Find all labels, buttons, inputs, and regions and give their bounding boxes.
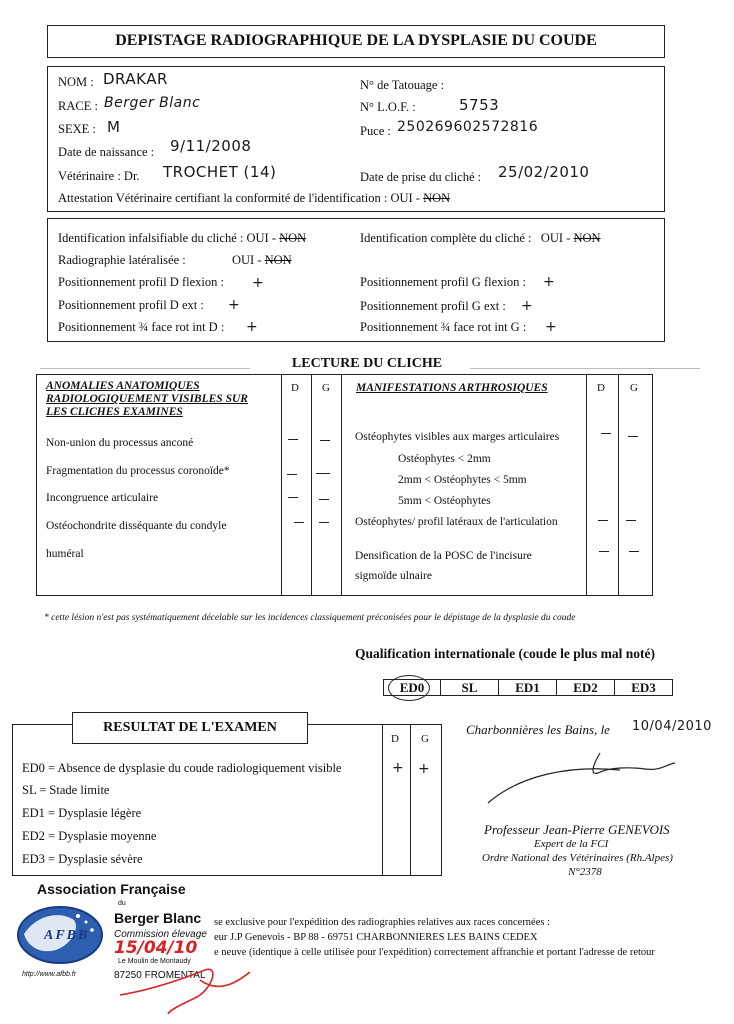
race-label: RACE : [58,99,98,113]
stamp-berger: Berger [114,910,160,926]
tatouage-label: N° de Tatouage : [360,78,445,92]
lecture-rule [40,368,250,369]
naissance-label: Date de naissance : [58,145,155,159]
anomaly-d-dash [287,474,297,475]
veterinaire-value: TROCHET (14) [163,163,277,181]
resultat-row: ED2 = Dysplasie moyenne [22,829,157,843]
grade-cell: ED2 [556,680,614,695]
lof-label: N° L.O.F. : [360,100,416,114]
pos-d-face-mark: + [246,319,259,335]
ident-infals [58,231,306,246]
grade-circle [388,675,430,701]
ident-infals-oui: OUI [246,231,269,245]
anomaly-d-dash [288,439,298,440]
sexe-label: SEXE : [58,122,96,136]
manif-header: MANIFESTATIONS ARTHROSIQUES [356,382,548,394]
pos-g-ext-mark: + [521,298,534,314]
lecture-rule [470,368,700,369]
manif-item: 5mm < Ostéophytes [398,495,491,507]
radio-lat [58,253,292,268]
radio-lat-sep: - [257,253,262,267]
stamp-assoc [37,881,186,897]
manif-d-dash [601,433,611,434]
signature-date: 10/04/2010 [632,719,712,734]
col-divider [311,374,312,596]
cliche-label: Date de prise du cliché : [360,170,482,184]
resultat-title: RESULTAT DE L'EXAMEN [103,720,277,735]
attestation-sep: - [415,191,420,205]
bottom-line: se exclusive pour l'expédition des radiographies relatives aux races concernées : [214,917,551,928]
red-signature [110,950,260,1020]
pos-g-flex-label: Positionnement profil G flexion : [360,275,526,289]
stamp-commission: Commission élevage [114,929,207,940]
manif-item: sigmoïde ulnaire [355,570,432,582]
resultat-mark-d: + [392,760,405,776]
attestation-label: Attestation Vétérinaire certifiant la conformité de l'identification : [58,191,388,205]
col-divider [618,374,619,596]
radio-lat-non: NON [264,253,292,267]
anomalies-header: ANOMALIES ANATOMIQUES RADIOLOGIQUEMENT VISIBLES SUR LES CLICHES EXAMINES [46,380,248,418]
lof-value: 5753 [459,96,500,114]
stamp-blanc: Blanc [163,910,202,926]
anomaly-d-dash [294,522,304,523]
afbb-logo [14,898,106,968]
bottom-line: e neuve (identique à celle utilisée pour l'expédition) correctement affranchie et portant l'adresse de retour [214,947,655,958]
resultat-row: SL = Stade limite [22,783,110,797]
manif-d-dash [599,551,609,552]
grade-cell: ED3 [614,680,672,695]
sexe-value: M [107,118,121,136]
cliche-value: 25/02/2010 [498,163,590,181]
anomaly-item: Incongruence articulaire [46,492,159,504]
race-value: Berger Blanc [104,95,201,111]
pos-g-face-label: Positionnement ¾ face rot int G : [360,320,527,334]
nom-value: DRAKAR [103,70,168,88]
ident-infals-sep: - [271,231,276,245]
ident-complete-non: NON [573,231,601,245]
manif-g-dash [626,520,636,521]
afbb-logo-text: AFBB [44,928,90,943]
anomaly-item: Ostéochondrite disséquante du condyle [46,520,227,532]
anomaly-item: Fragmentation du processus coronoïde* [46,465,230,477]
stamp-assoc2: Française [120,881,186,897]
stamp-date: 15/04/10 [114,938,198,958]
ident-complete-sep: - [566,231,571,245]
anomaly-d-dash [288,497,298,498]
radio-lat-oui: OUI [231,253,255,267]
professor-name: Professeur Jean-Pierre GENEVOIS [484,822,670,837]
anomaly-g-dash [320,440,330,441]
veterinaire-label: Vétérinaire : Dr. [58,169,140,183]
qualification-title: Qualification internationale (coude le plus mal noté) [355,646,655,661]
anomaly-item: huméral [46,548,84,560]
grade-cell: ED1 [498,680,556,695]
anomaly-g-dash [319,522,329,523]
resultat-mark-g: + [418,761,431,777]
col-divider [586,374,587,596]
radio-lat-label: Radiographie latéralisée : [58,253,186,267]
manif-item: Densification de la POSC de l'incisure [355,550,532,562]
pos-d-flex-label: Positionnement profil D flexion : [58,275,224,289]
ident-infals-label: Identification infalsifiable du cliché : [58,231,244,245]
anomalies-d-header: D [291,382,299,394]
professor-line3: N°2378 [568,866,602,878]
manif-d-header: D [597,382,605,394]
manif-item: Ostéophytes < 2mm [398,453,491,465]
anomalies-g-header: G [322,382,330,394]
pos-d-ext-label: Positionnement profil D ext : [58,298,204,312]
lecture-title: LECTURE DU CLICHE [291,356,443,371]
bottom-line: eur J.P Genevois - BP 88 - 69751 CHARBONNIERES LES BAINS CEDEX [214,932,538,943]
manif-d-dash [598,520,608,521]
ident-complete-label: Identification complète du cliché : [360,231,532,245]
manif-item: 2mm < Ostéophytes < 5mm [398,474,527,486]
resultat-row: ED1 = Dysplasie légère [22,806,142,820]
anomaly-item: Non-union du processus anconé [46,437,194,449]
pos-g-flex-mark: + [543,274,556,290]
pos-d-ext-mark: + [228,297,241,313]
ident-infals-non: NON [279,231,307,245]
anomaly-g-dash [316,473,330,474]
resultat-g-header: G [421,733,429,745]
anomaly-g-dash [319,499,329,500]
ident-complete [360,231,601,246]
grade-cell: ED0 [399,680,425,695]
stamp-url: http://www.afbb.fr [22,971,77,978]
professor-line1: Expert de la FCI [534,838,609,850]
puce-label: Puce : [360,124,391,138]
footnote: * cette lésion n'est pas systématiquement décelable sur les incidences classiquement préconisées pour le dépistage de la dysplasie du coude [44,613,576,623]
professor-line2: Ordre National des Vétérinaires (Rh.Alpes) [482,852,673,864]
resultat-divider [382,724,383,876]
manif-g-header: G [630,382,638,394]
pos-d-face-label: Positionnement ¾ face rot int D : [58,320,225,334]
stamp-moulin: Le Moulin de Montaudy [118,958,191,965]
stamp-assoc1: Association [37,881,117,897]
place-date-label: Charbonnières les Bains, le [466,722,610,737]
manif-g-dash [628,436,638,437]
resultat-row: ED0 = Absence de dysplasie du coude radiologiquement visible [22,761,342,775]
manif-item: Ostéophytes/ profil latéraux de l'articulation [355,516,558,528]
col-divider [281,374,282,596]
stamp-berger-blanc [114,910,201,926]
pos-g-ext-label: Positionnement profil G ext : [360,299,506,313]
resultat-d-header: D [391,733,399,745]
col-divider [341,374,342,596]
signature-scribble [480,745,680,815]
attestation-oui: OUI [390,191,413,205]
ident-complete-oui: OUI [540,231,564,245]
manif-item: Ostéophytes visibles aux marges articulaires [355,431,560,443]
puce-value: 250269602572816 [397,119,539,135]
attestation-line [58,191,450,206]
stamp-city: 87250 FROMENTAL [114,970,206,981]
resultat-row: ED3 = Dysplasie sévère [22,852,143,866]
pos-g-face-mark: + [545,319,558,335]
naissance-value: 9/11/2008 [170,137,252,155]
nom-label: NOM : [58,75,94,89]
pos-d-flex-mark: + [252,275,265,291]
resultat-divider [410,724,411,876]
page-title: DEPISTAGE RADIOGRAPHIQUE DE LA DYSPLASIE DU COUDE [115,32,597,49]
grade-cell: SL [440,680,498,695]
manif-g-dash [629,551,639,552]
stamp-du: du [118,900,126,907]
attestation-non: NON [423,191,451,205]
